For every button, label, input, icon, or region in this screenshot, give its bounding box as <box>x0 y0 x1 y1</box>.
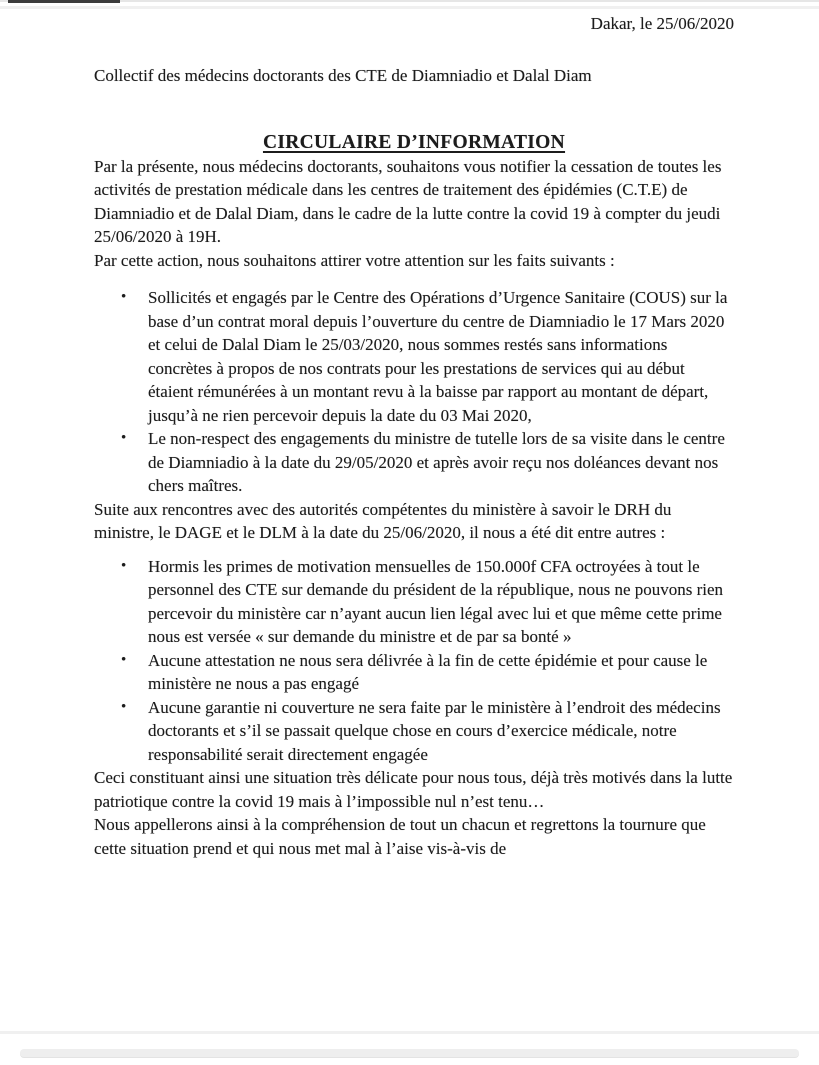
bottom-edge-bar <box>20 1049 799 1057</box>
paragraph-situation: Ceci constituant ainsi une situation très délicate pour nous tous, déjà très motivés dans la lutte patriotique contre la covid 19 mais à l’impossible nul n’est tenu… <box>94 768 733 811</box>
date-line: Dakar, le 25/06/2020 <box>590 14 734 33</box>
paragraph-attention: Par cette action, nous souhaitons attirer votre attention sur les faits suivants : <box>94 250 615 270</box>
list-item-text: Aucune attestation ne nous sera délivrée à la fin de cette épidémie et pour cause le ministère ne nous a pas engagé <box>148 650 708 693</box>
top-divider <box>0 6 819 9</box>
title-row <box>94 131 734 155</box>
top-edge-line <box>0 0 819 2</box>
paragraph-meetings: Suite aux rencontres avec des autorités compétentes du ministère à savoir le DRH du ministre, le DAGE et le DLM à la date du 25/06/2020, il nous a été dit entre autres : <box>94 499 672 542</box>
bullet-icon: • <box>121 557 127 574</box>
list-item <box>121 696 734 767</box>
paragraph-intro: Par la présente, nous médecins doctorants, souhaitons vous notifier la cessation de toutes les activités de prestation médicale dans les centres de traitement des épidémies (C.T.E) de Diamniadio et de Dalal Diam, dans le cadre de la lutte contre la covid 19 à compter du jeudi 25/06/2020 à 19H. <box>94 156 722 246</box>
document-page <box>94 12 734 860</box>
list-item <box>121 649 734 696</box>
list-item-text: Hormis les primes de motivation mensuelles de 150.000f CFA octroyées à tout le personnel des CTE sur demande du président de la république, nous ne pouvons rien percevoir du ministère car n’ayant aucun lien légal avec lui et que même cette prime nous est versée « sur demande du ministre et de par sa bonté » <box>148 556 724 646</box>
list-item-text: Aucune garantie ni couverture ne sera faite par le ministère à l’endroit des médecins doctorants et s’il se passait quelque chose en cours d’exercice médicale, notre responsabilité serait directement engagée <box>148 697 721 764</box>
top-dark-mark <box>8 0 120 3</box>
sender-line: Collectif des médecins doctorants des CTE de Diamniadio et Dalal Diam <box>94 65 592 85</box>
bullet-icon: • <box>121 698 127 715</box>
list-item <box>121 555 734 649</box>
bullet-icon: • <box>121 430 127 446</box>
paragraph-closing: Nous appellerons ainsi à la compréhension de tout un chacun et regrettons la tournure que cette situation prend et qui nous met mal à l’aise vis-à-vis de <box>94 815 706 858</box>
facts-list <box>121 286 734 498</box>
list-item-text: Sollicités et engagés par le Centre des Opérations d’Urgence Sanitaire (COUS) sur la base d’un contrat moral depuis l’ouverture du centre de Diamniadio le 17 Mars 2020 et celui de Dalal Diam le 25/03/2020, nous sommes restés sans informations concrètes à propos de nos contrats pour les prestations de services qui au début étaient rémunérées à un montant revu à la baisse par rapport au montant de départ, jusqu’à ne rien percevoir depuis la date du 03 Mai 2020, <box>148 288 728 425</box>
bottom-divider <box>0 1031 819 1034</box>
document-title: CIRCULAIRE D’INFORMATION <box>262 132 566 153</box>
list-item <box>121 427 734 498</box>
bullet-icon: • <box>121 289 127 305</box>
list-item <box>121 286 734 427</box>
statements-list <box>121 555 734 767</box>
list-item-text: Le non-respect des engagements du ministre de tutelle lors de sa visite dans le centre de Diamniadio à la date du 29/05/2020 et après avoir reçu nos doléances devant nos chers maîtres. <box>148 429 725 495</box>
bullet-icon: • <box>121 651 127 668</box>
